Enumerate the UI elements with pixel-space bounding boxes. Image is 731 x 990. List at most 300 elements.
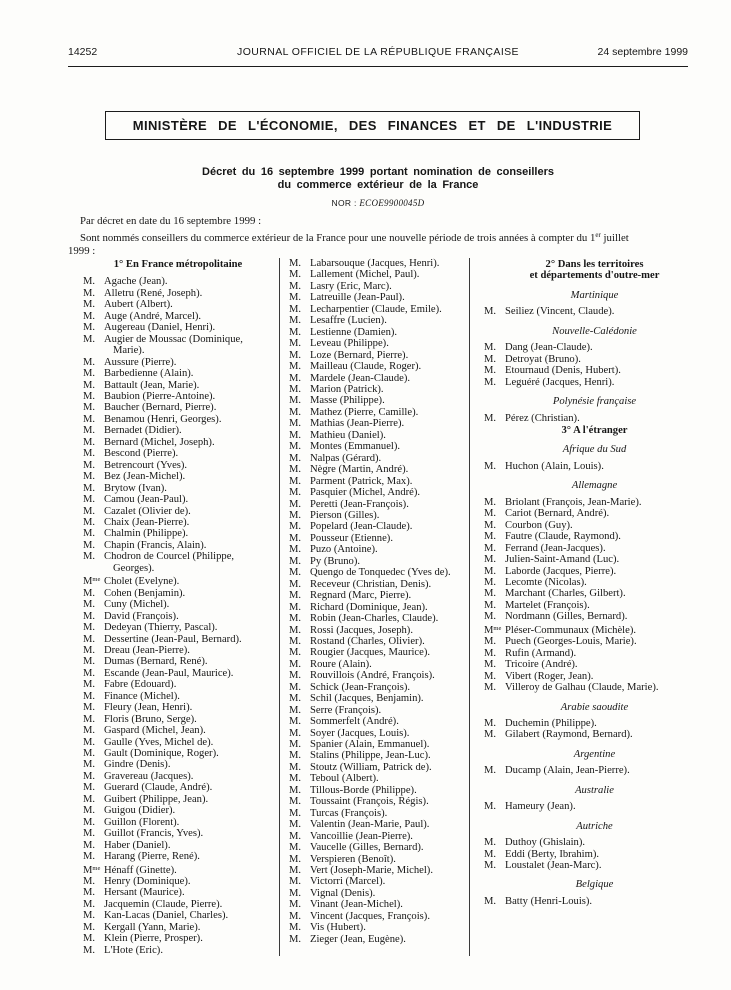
person-name: Nalpas (Gérard). [310, 452, 382, 464]
honorific: M. [289, 475, 302, 487]
honorific: M. [289, 773, 302, 785]
list-item [83, 702, 273, 713]
honorific: M. [289, 865, 302, 877]
list-item [289, 338, 467, 349]
person-name: Roure (Alain). [310, 658, 372, 670]
person-name: Guigou (Didier). [104, 805, 176, 817]
honorific: M. [83, 887, 96, 899]
person-name: Serre (François). [310, 704, 382, 716]
person-name: Schil (Jacques, Benjamin). [310, 693, 424, 705]
honorific: M. [83, 690, 96, 702]
list-item [289, 854, 467, 865]
honorific: M. [289, 532, 302, 544]
list-item [289, 682, 467, 693]
person-name: Puzo (Antoine). [310, 544, 378, 556]
person-name: Lecharpentier (Claude, Emile). [310, 303, 442, 315]
honorific: M. [83, 725, 96, 737]
list-item [484, 682, 705, 693]
list-item [83, 494, 273, 505]
honorific: M. [83, 528, 96, 540]
honorific: M. [83, 782, 96, 794]
person-name: Popelard (Jean-Claude). [310, 521, 413, 533]
list-item [484, 896, 705, 907]
honorific: M. [289, 624, 302, 636]
person-name: Py (Bruno). [310, 555, 361, 567]
person-name: Finance (Michel). [104, 690, 180, 702]
person-name: Parment (Patrick, Max). [310, 475, 413, 487]
list-item [289, 487, 467, 498]
list-item [83, 391, 273, 402]
person-name: Toussaint (François, Régis). [310, 796, 429, 808]
honorific: M. [83, 599, 96, 611]
person-name: Verspieren (Benoît). [310, 853, 396, 865]
list-item [83, 599, 273, 610]
person-name: Fabre (Edouard). [104, 679, 177, 691]
list-item [289, 430, 467, 441]
list-item [83, 887, 273, 898]
honorific: M. [484, 519, 497, 531]
person-name: Chapin (Francis, Alain). [104, 539, 207, 551]
honorific: M. [83, 287, 96, 299]
honorific: M. [289, 830, 302, 842]
person-name: Floris (Bruno, Serge). [104, 713, 197, 725]
person-name: Valentin (Jean-Marie, Paul). [310, 819, 430, 831]
list-item [289, 865, 467, 876]
list-item [83, 460, 273, 471]
person-name: Fleury (Jean, Henri). [104, 702, 193, 714]
honorific: M. [484, 636, 497, 648]
list-item [484, 636, 705, 647]
list-item [484, 354, 705, 365]
list-item [484, 306, 705, 317]
person-name: Kan-Lacas (Daniel, Charles). [104, 910, 229, 922]
list-item [484, 365, 705, 376]
country-heading: Allemagne [571, 480, 618, 492]
list-item [484, 718, 705, 729]
person-name: Cuny (Michel). [104, 599, 170, 611]
person-name: Leveau (Philippe). [310, 338, 389, 350]
person-name: Richard (Dominique, Jean). [310, 601, 428, 613]
person-name: Aussure (Pierre). [104, 356, 177, 368]
list-item [289, 911, 467, 922]
honorific: M. [289, 464, 302, 476]
honorific: M. [289, 578, 302, 590]
person-name: Guerard (Claude, André). [104, 782, 213, 794]
person-name: Nègre (Martin, André). [310, 464, 409, 476]
list-item [83, 782, 273, 793]
honorific: M. [83, 390, 96, 402]
list-item [289, 693, 467, 704]
list-item [289, 476, 467, 487]
person-name: Gilabert (Raymond, Bernard). [505, 729, 633, 741]
person-name: Regnard (Marc, Pierre). [310, 590, 412, 602]
honorific: M. [289, 418, 302, 430]
intro-line2: Sont nommés conseillers du commerce extérieur de la France pour une nouvelle période de trois années à compter du 1er juillet [80, 230, 629, 244]
section-heading-line: 2° Dans les territoires [545, 259, 644, 270]
person-name: Baubion (Pierre-Antoine). [104, 390, 216, 402]
honorific: M. [484, 554, 497, 566]
person-name: Pléser-Communaux (Michèle). [505, 624, 636, 636]
honorific: M. [289, 842, 302, 854]
person-name: Vaucelle (Gilles, Bernard). [310, 842, 424, 854]
person-name: Chaix (Jean-Pierre). [104, 516, 190, 528]
person-name: Tricoire (André). [505, 659, 578, 671]
list-item [484, 520, 705, 531]
honorific: M. [289, 681, 302, 693]
person-name: Quengo de Tonquedec (Yves de). [310, 567, 451, 579]
person-name: Gaulle (Yves, Michel de). [104, 736, 214, 748]
honorific: M. [83, 770, 96, 782]
list-item [83, 668, 273, 679]
honorific: M. [289, 761, 302, 773]
list-item [83, 725, 273, 736]
person-name: Laborde (Jacques, Pierre). [505, 565, 617, 577]
nor-value: ECOE9900045D [359, 198, 425, 208]
honorific: M. [484, 611, 497, 623]
person-name: Sommerfelt (André). [310, 716, 399, 728]
honorific: M. [289, 819, 302, 831]
list-item [484, 729, 705, 740]
person-name: Victorri (Marcel). [310, 876, 386, 888]
person-name: L'Hote (Eric). [104, 944, 163, 956]
honorific: M. [83, 933, 96, 945]
list-item [289, 647, 467, 658]
honorific: M. [484, 588, 497, 600]
person-name: Briolant (François, Jean-Marie). [505, 496, 642, 508]
honorific: M. [289, 658, 302, 670]
column-france-metropolitaine [68, 258, 279, 956]
honorific: M. [83, 610, 96, 622]
honorific: M. [83, 828, 96, 840]
ministry-banner: MINISTÈRE DE L'ÉCONOMIE, DES FINANCES ET DE L'INDUSTRIE [105, 111, 640, 140]
list-item [484, 659, 705, 670]
list-item [289, 922, 467, 933]
honorific: M. [289, 292, 302, 304]
list-item [484, 765, 705, 776]
honorific: M. [83, 736, 96, 748]
list-item [289, 350, 467, 361]
person-name: Duchemin (Philippe). [505, 717, 597, 729]
honorific: M. [83, 402, 96, 414]
person-name: Mardele (Jean-Claude). [310, 372, 411, 384]
country-heading: Nouvelle-Calédonie [552, 325, 637, 337]
list-item [83, 922, 273, 933]
honorific: M. [83, 876, 96, 888]
list-item [484, 377, 705, 388]
honorific: M. [289, 601, 302, 613]
person-name: Dang (Jean-Claude). [505, 342, 593, 354]
honorific: M. [289, 933, 302, 945]
section-heading-line: et départements d'outre-mer [529, 270, 660, 282]
person-name: Vis (Hubert). [310, 922, 366, 934]
honorific: M. [289, 372, 302, 384]
list-item [484, 543, 705, 554]
person-name: Agache (Jean). [104, 276, 168, 288]
section-heading [83, 259, 273, 270]
person-name: Loze (Bernard, Pierre). [310, 349, 409, 361]
list-item [83, 714, 273, 725]
person-name: Ferrand (Jean-Jacques). [505, 542, 606, 554]
honorific: $M^{me}$ [83, 864, 101, 876]
person-name: Bescond (Pierre). [104, 448, 179, 460]
list-item [289, 384, 467, 395]
name-columns [68, 258, 713, 956]
honorific: M. [289, 716, 302, 728]
column-france-metropolitaine-suite [279, 258, 469, 956]
list-item [83, 691, 273, 702]
list-item [289, 418, 467, 429]
honorific: M. [83, 793, 96, 805]
list-item [484, 600, 705, 611]
honorific: M. [289, 383, 302, 395]
section-heading-line: 3° A l'étranger [561, 424, 628, 436]
honorific: M. [83, 679, 96, 691]
person-name: Escande (Jean-Paul, Maurice). [104, 667, 234, 679]
person-name: Augier de Moussac (Dominique, Marie). [104, 333, 243, 357]
list-item [289, 521, 467, 532]
list-item [289, 739, 467, 750]
honorific: M. [83, 587, 96, 599]
person-name: Gravereau (Jacques). [104, 770, 194, 782]
honorific: M. [484, 717, 497, 729]
honorific: M. [484, 342, 497, 354]
honorific: M. [289, 750, 302, 762]
person-name: Guillot (Francis, Yves). [104, 828, 204, 840]
list-item [83, 437, 273, 448]
person-name: Bez (Jean-Michel). [104, 471, 186, 483]
person-name: Rufin (Armand). [505, 647, 577, 659]
honorific: M. [289, 727, 302, 739]
list-item [289, 361, 467, 372]
list-item [83, 863, 273, 876]
list-item [484, 566, 705, 577]
honorific: M. [289, 303, 302, 315]
person-name: Auge (André, Marcel). [104, 310, 202, 322]
list-item [484, 508, 705, 519]
honorific: M. [83, 299, 96, 311]
honorific: $M^{me}$ [83, 576, 101, 588]
honorific: M. [484, 531, 497, 543]
list-item [289, 556, 467, 567]
honorific: M. [83, 368, 96, 380]
person-name: Mathias (Jean-Pierre). [310, 418, 405, 430]
honorific: M. [484, 460, 497, 472]
list-item [83, 471, 273, 482]
person-name: Gaspard (Michel, Jean). [104, 725, 206, 737]
honorific: M. [484, 837, 497, 849]
list-item [289, 315, 467, 326]
honorific: M. [289, 613, 302, 625]
list-item [289, 750, 467, 761]
person-name: Robin (Jean-Charles, Claude). [310, 613, 439, 625]
person-name: Bernard (Michel, Joseph). [104, 436, 215, 448]
list-item [83, 817, 273, 828]
list-item [83, 368, 273, 379]
honorific: M. [289, 670, 302, 682]
list-item [83, 380, 273, 391]
intro-line1: Par décret en date du 16 septembre 1999 : [80, 215, 262, 227]
person-name: Latreuille (Jean-Paul). [310, 292, 405, 304]
person-name: Batty (Henri-Louis). [505, 895, 593, 907]
list-item [83, 876, 273, 887]
person-name: Labarsouque (Jacques, Henri). [310, 258, 440, 269]
person-name: Spanier (Alain, Emmanuel). [310, 739, 430, 751]
list-item [289, 808, 467, 819]
intro-line3: 1999 : [68, 245, 96, 257]
honorific: M. [83, 910, 96, 922]
list-item [289, 499, 467, 510]
list-item [83, 805, 273, 816]
person-name: Lestienne (Damien). [310, 326, 398, 338]
person-name: Alletru (René, Joseph). [104, 287, 203, 299]
person-name: Zieger (Jean, Eugène). [310, 933, 406, 945]
list-item [484, 588, 705, 599]
person-name: Marion (Patrick). [310, 383, 384, 395]
person-name: Loustalet (Jean-Marc). [505, 860, 602, 872]
list-item [289, 407, 467, 418]
person-name: Schick (Jean-François). [310, 681, 411, 693]
person-name: Henry (Dominique). [104, 876, 191, 888]
list-item [83, 357, 273, 368]
honorific: M. [289, 876, 302, 888]
person-name: Cariot (Bernard, André). [505, 508, 610, 520]
person-name: Lallement (Michel, Paul). [310, 269, 420, 281]
person-name: Haber (Daniel). [104, 839, 171, 851]
list-item [289, 670, 467, 681]
person-name: Vancoillie (Jean-Pierre). [310, 830, 413, 842]
person-name: Pérez (Christian). [505, 412, 580, 424]
list-item [83, 334, 273, 357]
honorific: M. [289, 269, 302, 281]
list-item [289, 831, 467, 842]
person-name: Mathieu (Daniel). [310, 429, 386, 441]
honorific: M. [289, 555, 302, 567]
honorific: M. [484, 599, 497, 611]
person-name: Etournaud (Denis, Hubert). [505, 365, 621, 377]
list-item [83, 288, 273, 299]
honorific: M. [83, 944, 96, 956]
list-item [484, 554, 705, 565]
honorific: M. [289, 784, 302, 796]
list-item [289, 876, 467, 887]
honorific: M. [484, 376, 497, 388]
person-name: Hénaff (Ginette). [104, 864, 177, 876]
honorific: M. [484, 682, 497, 694]
list-item [289, 258, 467, 269]
honorific: M. [289, 910, 302, 922]
person-name: Receveur (Christian, Denis). [310, 578, 432, 590]
list-item [289, 625, 467, 636]
list-item [289, 590, 467, 601]
list-item [83, 588, 273, 599]
person-name: Lecomte (Nicolas). [505, 576, 587, 588]
honorific: M. [83, 702, 96, 714]
list-item [289, 705, 467, 716]
person-name: Baucher (Bernard, Pierre). [104, 402, 217, 414]
person-name: Nordmann (Gilles, Bernard). [505, 611, 628, 623]
person-name: Huchon (Alain, Louis). [505, 460, 604, 472]
honorific: M. [484, 508, 497, 520]
list-item [484, 623, 705, 636]
list-item [289, 292, 467, 303]
list-item [484, 531, 705, 542]
list-item [484, 577, 705, 588]
person-name: Detroyat (Bruno). [505, 353, 581, 365]
person-name: Vignal (Denis). [310, 887, 376, 899]
honorific: M. [289, 509, 302, 521]
list-item [83, 402, 273, 413]
honorific: M. [484, 496, 497, 508]
honorific: M. [484, 647, 497, 659]
honorific: M. [83, 713, 96, 725]
decree-title-line1: Décret du 16 septembre 1999 portant nomination de conseillers [202, 166, 554, 178]
list-item [289, 888, 467, 899]
person-name: Klein (Pierre, Prosper). [104, 933, 203, 945]
person-name: Battault (Jean, Marie). [104, 379, 200, 391]
list-item [83, 517, 273, 528]
list-item [83, 551, 273, 574]
country-heading: Polynésie française [552, 396, 637, 408]
country-heading: Arabie saoudite [560, 701, 629, 713]
list-item [289, 785, 467, 796]
person-name: Courbon (Guy). [505, 519, 573, 531]
honorific: M. [484, 659, 497, 671]
list-item [289, 327, 467, 338]
honorific: M. [83, 759, 96, 771]
person-name: Pierson (Gilles). [310, 509, 380, 521]
honorific: M. [83, 898, 96, 910]
person-name: Tillous-Borde (Philippe). [310, 784, 417, 796]
honorific: M. [289, 704, 302, 716]
honorific: M. [83, 379, 96, 391]
person-name: Barbedienne (Alain). [104, 368, 194, 380]
list-item [289, 762, 467, 773]
honorific: M. [83, 667, 96, 679]
list-item [83, 748, 273, 759]
honorific: M. [83, 413, 96, 425]
list-item [289, 899, 467, 910]
section-heading-line: 1° En France métropolitaine [113, 259, 243, 270]
person-name: Pasquier (Michel, André). [310, 487, 421, 499]
honorific: M. [484, 542, 497, 554]
list-item [289, 613, 467, 624]
person-name: Camou (Jean-Paul). [104, 494, 189, 506]
list-item [83, 299, 273, 310]
list-item [83, 933, 273, 944]
person-name: David (François). [104, 610, 179, 622]
person-name: Soyer (Jacques, Louis). [310, 727, 410, 739]
person-name: Chalmin (Philippe). [104, 528, 189, 540]
list-item [289, 510, 467, 521]
list-item [289, 533, 467, 544]
person-name: Duthoy (Ghislain). [505, 837, 586, 849]
honorific: M. [484, 848, 497, 860]
honorific: M. [289, 361, 302, 373]
honorific: M. [83, 551, 96, 563]
honorific: M. [289, 441, 302, 453]
honorific: M. [83, 505, 96, 517]
person-name: Hameury (Jean). [505, 801, 576, 813]
column-outre-mer-et-etranger [469, 258, 713, 956]
header-rule [68, 66, 688, 67]
person-name: Rostand (Charles, Olivier). [310, 635, 425, 647]
list-item [83, 414, 273, 425]
list-item [83, 840, 273, 851]
list-item [289, 567, 467, 578]
honorific: M. [289, 280, 302, 292]
list-item [289, 773, 467, 784]
honorific: M. [289, 452, 302, 464]
